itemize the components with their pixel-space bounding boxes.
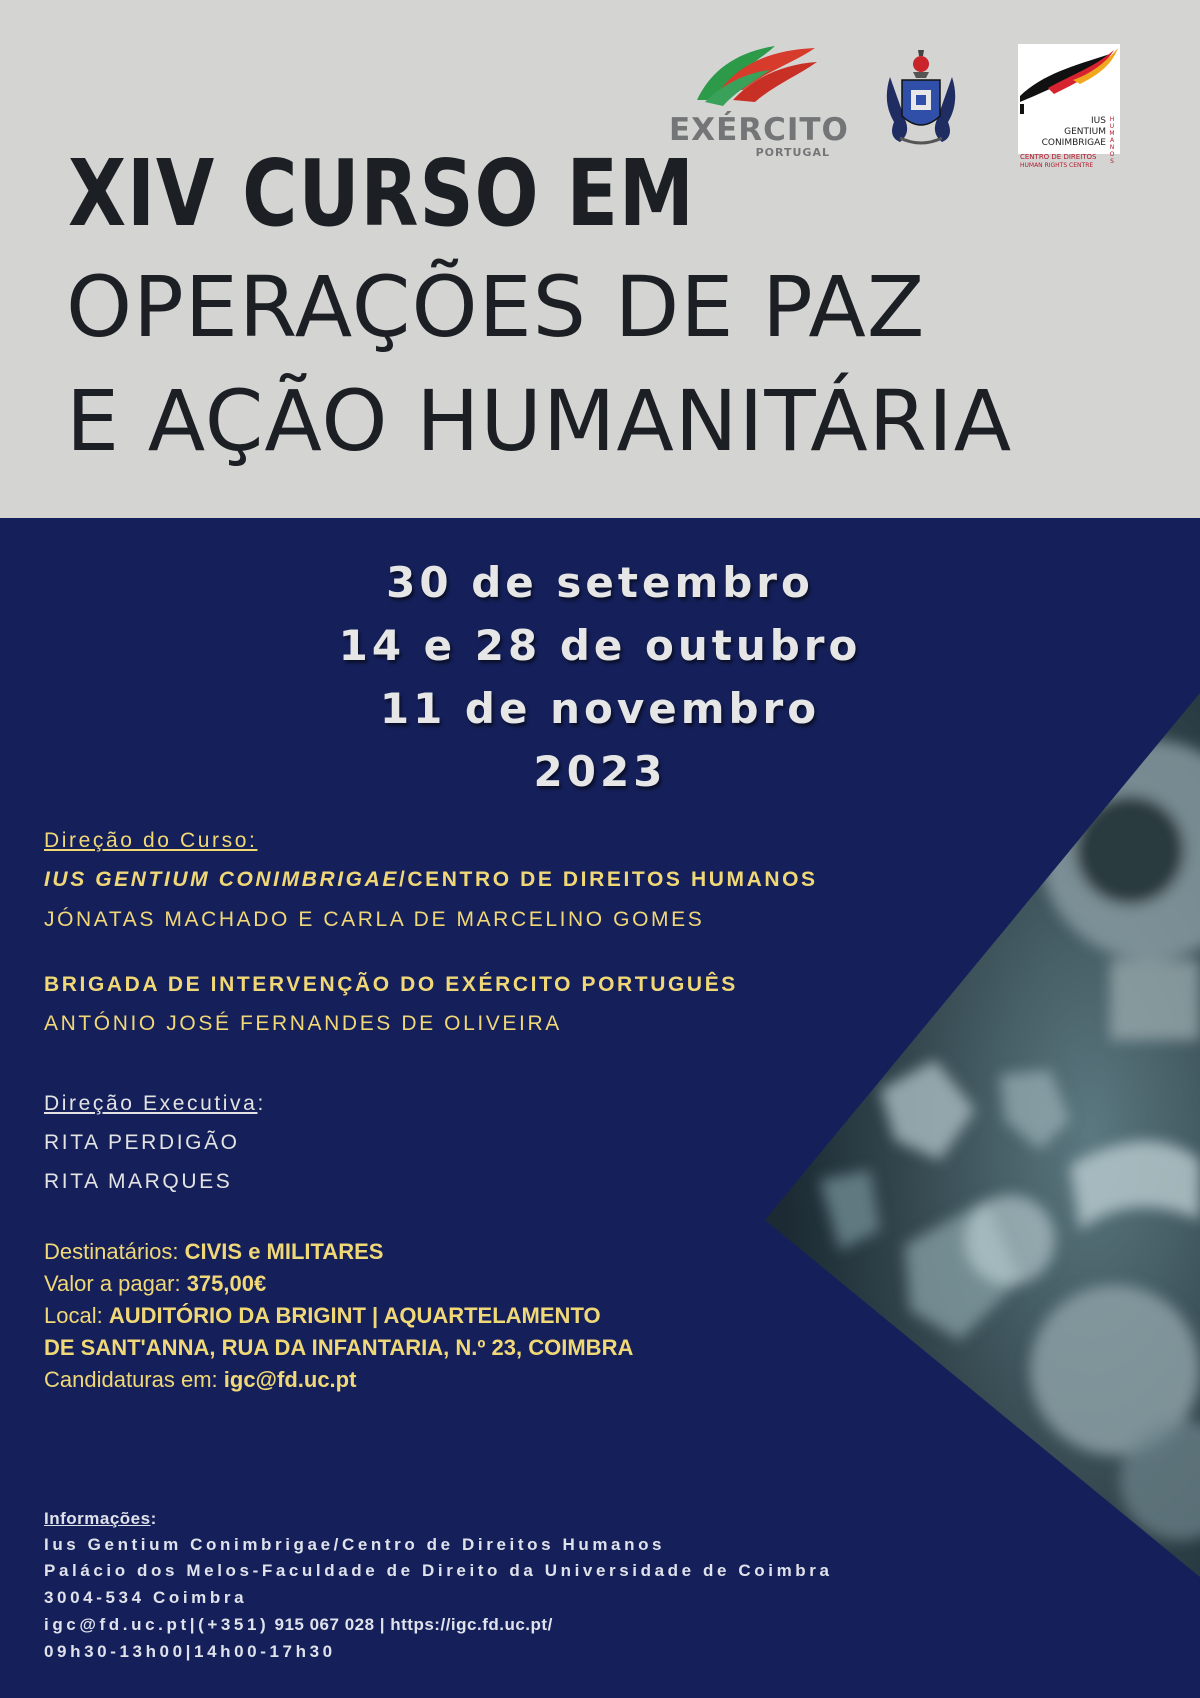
ius-line-3: CONIMBRIGAE [1041, 138, 1106, 148]
title-line-1: XIV CURSO EM [68, 140, 695, 247]
ius-centre-pt: CENTRO DE DIREITOS [1020, 153, 1097, 161]
coat-of-arms-logo [880, 42, 962, 150]
apply-label: Candidaturas em: [44, 1367, 224, 1392]
executive-heading-text: Direção Executiva [44, 1092, 258, 1115]
detail-audience [44, 1239, 383, 1265]
ius-line-1: IUS [1091, 116, 1106, 126]
detail-local [44, 1303, 601, 1329]
ius-logo-text [1018, 116, 1106, 149]
apply-email[interactable]: igc@fd.uc.pt [223, 1367, 357, 1392]
exercito-logo [665, 42, 849, 159]
title-line-3: E AÇÃO HUMANITÁRIA [66, 372, 1013, 470]
coat-of-arms-icon [880, 42, 962, 150]
footer-heading [44, 1509, 157, 1529]
date-line-1: 30 de setembro [386, 558, 814, 607]
footer-line-4 [44, 1615, 553, 1635]
direction-names-2: ANTÓNIO JOSÉ FERNANDES DE OLIVEIRA [44, 1012, 562, 1035]
local-value-2: DE SANT'ANNA, RUA DA INFANTARIA, N.º 23, COIMBRA [44, 1335, 634, 1360]
executive-heading [44, 1092, 266, 1116]
date-line-2: 14 e 28 de outubro [338, 621, 862, 670]
exercito-logo-name: EXÉRCITO [669, 112, 849, 148]
ius-vertical-text: HUMANOS [1109, 116, 1115, 165]
price-value: 375,00€ [186, 1271, 267, 1296]
detail-price [44, 1271, 266, 1297]
direction-org-1-italic: IUS GENTIUM CONIMBRIGAE [44, 868, 399, 891]
ius-swoosh-icon [1018, 44, 1120, 114]
title-line-2: OPERAÇÕES DE PAZ [66, 258, 926, 356]
exercito-logo-sub: PORTUGAL [755, 146, 830, 159]
local-value-1: AUDITÓRIO DA BRIGINT | AQUARTELAMENTO [108, 1303, 601, 1328]
footer-line-1: Ius Gentium Conimbrigae/Centro de Direitos Humanos [44, 1535, 666, 1554]
local-label: Local: [44, 1303, 109, 1328]
direction-heading: Direção do Curso: [44, 829, 258, 852]
ius-gentium-logo [1018, 44, 1120, 169]
flag-swoosh-icon [665, 42, 830, 122]
date-line-3: 11 de novembro [379, 684, 821, 733]
executive-member-2: RITA MARQUES [44, 1170, 233, 1193]
footer-heading-text: Informações [44, 1509, 151, 1528]
direction-org-1 [44, 868, 818, 892]
direction-org-1-rest: /CENTRO DE DIREITOS HUMANOS [398, 868, 818, 891]
footer-contact-email[interactable]: igc@fd.uc.pt|(+351) [44, 1615, 270, 1634]
date-year: 2023 [533, 747, 667, 796]
detail-apply [44, 1367, 356, 1393]
price-label: Valor a pagar: [44, 1271, 187, 1296]
footer-line-2: Palácio dos Melos-Faculdade de Direito da Universidade de Coimbra [44, 1561, 833, 1580]
direction-names-1: JÓNATAS MACHADO E CARLA DE MARCELINO GOMES [44, 908, 705, 931]
executive-member-1: RITA PERDIGÃO [44, 1131, 240, 1154]
footer-line-3: 3004-534 Coimbra [44, 1588, 248, 1607]
footer-line-5: 09h30-13h00|14h00-17h30 [44, 1642, 336, 1661]
ius-line-2: GENTIUM [1064, 127, 1106, 137]
audience-label: Destinatários: [44, 1239, 185, 1264]
footer-heading-colon: : [150, 1509, 157, 1528]
audience-value: CIVIS e MILITARES [184, 1239, 384, 1264]
direction-org-2: BRIGADA DE INTERVENÇÃO DO EXÉRCITO PORTUGUÊS [44, 973, 738, 996]
executive-heading-colon: : [257, 1092, 266, 1115]
footer-contact-phone-url[interactable]: 915 067 028 | https://igc.fd.uc.pt/ [269, 1615, 553, 1634]
ius-centre-en: HUMAN RIGHTS CENTRE [1020, 162, 1094, 169]
